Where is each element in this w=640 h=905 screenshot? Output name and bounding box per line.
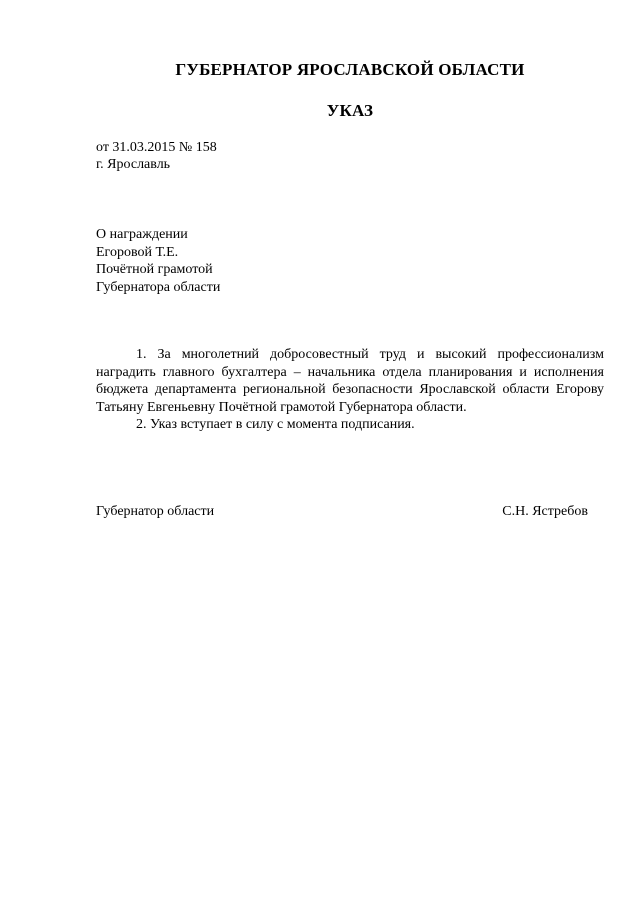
document-authority: ГУБЕРНАТОР ЯРОСЛАВСКОЙ ОБЛАСТИ xyxy=(175,60,525,79)
subject-line: Губернатора области xyxy=(96,279,221,295)
subject-line: Егоровой Т.Е. xyxy=(96,244,179,260)
document-body xyxy=(96,346,604,434)
subject-line: Почётной грамотой xyxy=(96,262,213,277)
document-meta xyxy=(96,139,217,173)
date-number: от 31.03.2015 № 158 xyxy=(96,140,217,155)
document-subject xyxy=(96,226,220,296)
signatory-position: Губернатор области xyxy=(96,504,215,519)
city: г. Ярославль xyxy=(96,157,171,172)
paragraph-1: 1. За многолетний добросовестный труд и высокий профессионализм наградить главного бухгалтера – начальника отдела планирования и исполнения бюджета департамента региональной безопасности Ярославской области Егорову Татьяну Евгеньевну Почётной грамотой Губернатора области. xyxy=(96,347,604,415)
document-type: УКАЗ xyxy=(326,101,374,120)
signatory-name: С.Н. Ястребов xyxy=(502,504,588,519)
paragraph-2: 2. Указ вступает в силу с момента подписания. xyxy=(136,417,415,432)
subject-line: О награждении xyxy=(96,227,188,242)
